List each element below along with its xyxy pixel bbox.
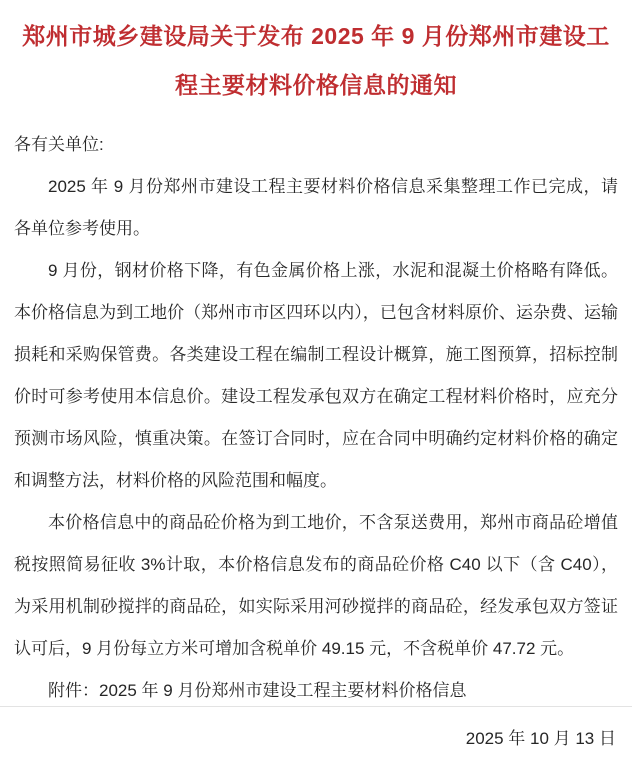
paragraph-concrete-pricing: 本价格信息中的商品砼价格为到工地价，不含泵送费用，郑州市商品砼增值税按照简易征收 3%计取，本价格信息发布的商品砼价格 C40 以下（含 C40），为采用机制砂搅拌的商品砼，如实际采用河砂搅拌的商品砼，经发承包双方签证认可后，9 月份每立方米可增加含税单价 49.15 元，不含税单价 47.72 元。 bbox=[14, 513, 618, 658]
paragraph-price-trends: 9 月份，钢材价格下降，有色金属价格上涨，水泥和混凝土价格略有降低。本价格信息为到工地价（郑州市市区四环以内），已包含材料原价、运杂费、运输损耗和采购保管费。各类建设工程在编制工程设计概算，施工图预算，招标控制价时可参考使用本信息价。建设工程发承包双方在确定工程材料价格时，应充分预测市场风险，慎重决策。在签订合同时，应在合同中明确约定材料价格的确定和调整方法，材料价格的风险范围和幅度。 bbox=[14, 261, 618, 490]
paragraph-completion-notice: 2025 年 9 月份郑州市建设工程主要材料价格信息采集整理工作已完成，请各单位参考使用。 bbox=[14, 177, 618, 238]
date-line: 2025 年 10 月 13 日 bbox=[465, 729, 616, 748]
bottom-divider bbox=[0, 706, 632, 707]
attachment-line: 附件：2025 年 9 月份郑州市建设工程主要材料价格信息 bbox=[48, 681, 467, 700]
page-title: 郑州市城乡建设局关于发布 2025 年 9 月份郑州市建设工程主要材料价格信息的通知 bbox=[22, 23, 610, 98]
salutation: 各有关单位: bbox=[14, 135, 104, 154]
